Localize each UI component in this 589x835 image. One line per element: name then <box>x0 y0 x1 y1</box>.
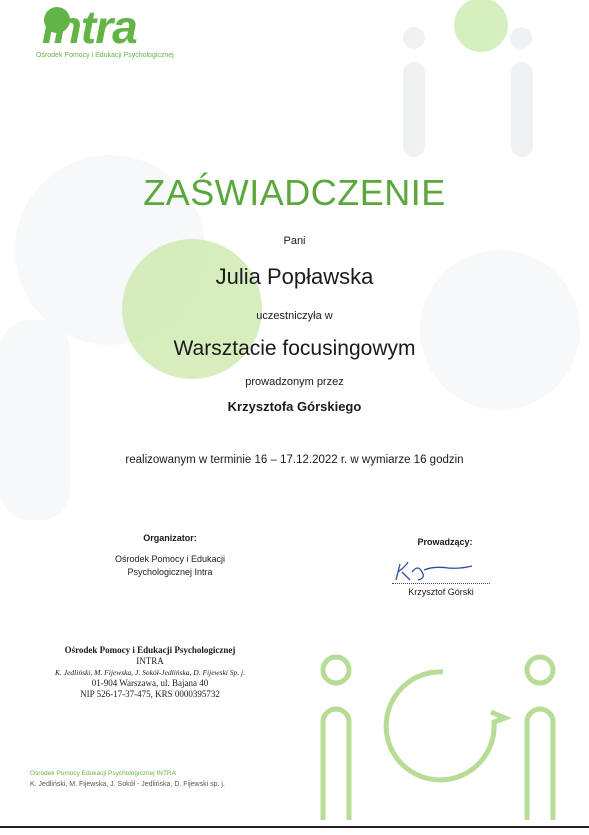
stamp-line3: K. Jedliński, M. Fijewska, J. Sokół-Jedlińska, D. Fijewski Sp. j. <box>55 668 245 677</box>
participated-text: uczestniczyła w <box>256 310 333 322</box>
stamp-line5: NIP 526-17-37-475, KRS 0000395732 <box>80 689 220 699</box>
certificate-title: ZAŚWIADCZENIE <box>143 172 446 213</box>
leader-name: Krzysztofa Górskiego <box>227 399 362 414</box>
deco-outline-dot-2 <box>527 657 553 683</box>
stamp-line4: 01-904 Warszawa, ul. Bajana 40 <box>91 678 209 688</box>
deco-grey-dot-left <box>403 27 425 49</box>
participant-name: Julia Popławska <box>215 264 374 289</box>
led-by-text: prowadzonym przez <box>245 376 344 388</box>
organizer-label: Organizator: <box>143 533 197 543</box>
deco-green-bubble-top <box>454 0 508 52</box>
term-text: realizowanym w terminie 16 – 17.12.2022 r. w wymiarze 16 godzin <box>125 454 464 466</box>
deco-outline-bubble <box>386 672 505 780</box>
instructor-label: Prowadzący: <box>417 537 473 547</box>
deco-outline-bar-2 <box>527 709 553 820</box>
organizer-name-line1: Ośrodek Pomocy i Edukacji <box>114 554 226 564</box>
bottom-edge-line <box>0 826 589 828</box>
logo-wordmark: intra <box>42 1 137 53</box>
handwritten-signature <box>388 558 478 584</box>
stamp-line1: Ośrodek Pomocy i Edukacji Psychologicznej <box>64 645 236 655</box>
instructor-name: Krzysztof Górski <box>408 587 474 597</box>
organizer-name <box>70 553 270 579</box>
footer-line1: Ośrodek Pomocy Edukacji Psychologicznej INTRA <box>30 770 176 777</box>
stamp-line2: INTRA <box>136 656 164 666</box>
deco-grey-bar-left <box>403 62 425 157</box>
footer-line2: K. Jedliński, M. Fijewska, J. Sokół - Jedlińska, D. Fijewski sp. j. <box>30 781 225 788</box>
organization-stamp <box>30 645 270 700</box>
logo-subtitle: Ośrodek Pomocy i Edukacji Psychologicznej <box>36 52 174 59</box>
organizer-name-line2: Psychologicznej Intra <box>127 567 213 577</box>
intra-logo <box>32 2 182 64</box>
deco-outline-dot-1 <box>323 657 349 683</box>
deco-grey-bar-right <box>511 62 533 157</box>
salutation: Pani <box>283 235 306 247</box>
deco-outline-logo <box>323 657 553 820</box>
workshop-name: Warsztacie focusingowym <box>173 337 416 360</box>
deco-grey-dot-right <box>510 27 532 49</box>
deco-outline-bar-1 <box>323 709 349 820</box>
signature-line <box>392 583 490 584</box>
